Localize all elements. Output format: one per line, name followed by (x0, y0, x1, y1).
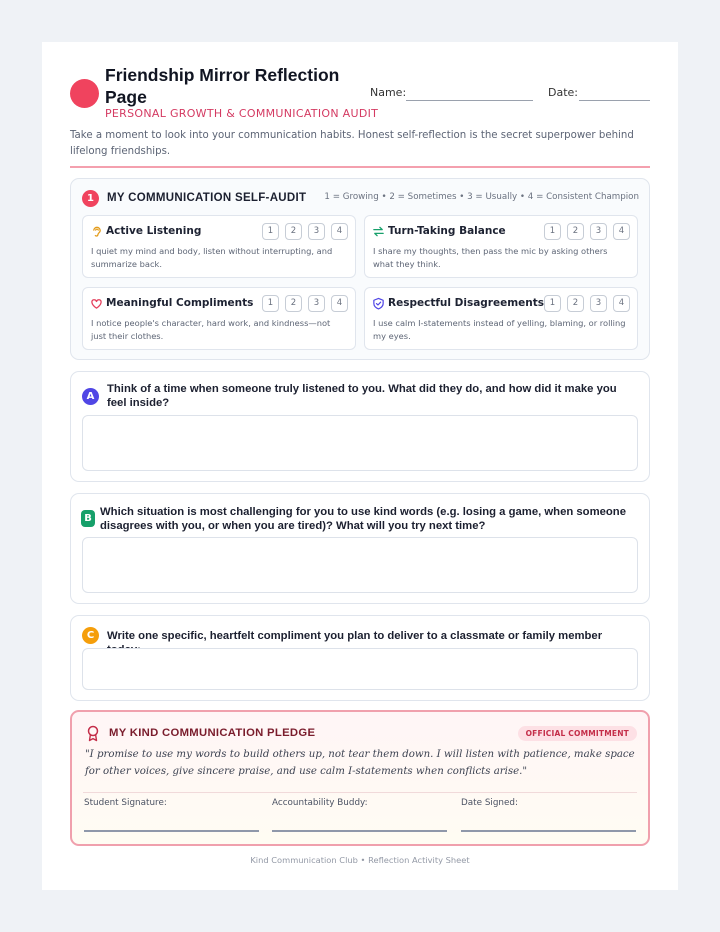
rating-option-3[interactable]: 3 (308, 295, 325, 312)
question-badge: C (82, 627, 99, 644)
question-badge: A (82, 388, 99, 405)
rating-option-4[interactable]: 4 (613, 223, 630, 240)
question-a-text: Think of a time when someone truly listened to you. What did they do, and how did it make you feel inside? (107, 383, 617, 409)
rating-option-1[interactable]: 1 (544, 223, 561, 240)
pledge-quote: "I promise to use my words to build others up, not tear them down. I will listen with patience, make space for other voices, give sincere praise, and use calm I-statements when conflicts arise." (85, 749, 635, 777)
pledge-section (70, 710, 650, 846)
shield-check-icon (372, 297, 385, 310)
audit-item-compliments (82, 287, 356, 350)
audit-item-turn-taking (364, 215, 638, 278)
worksheet-page (42, 42, 678, 890)
ear-icon (90, 225, 103, 238)
intro-text: Take a moment to look into your communication habits. Honest self-reflection is the secret superpower behind lifelong friendships. (70, 130, 634, 157)
official-commitment-badge: OFFICIAL COMMITMENT (518, 726, 637, 741)
audit-item-title: Turn-Taking Balance (388, 225, 506, 237)
rating-option-4[interactable]: 4 (331, 295, 348, 312)
rating-option-3[interactable]: 3 (590, 295, 607, 312)
rating-selector (262, 223, 348, 240)
audit-item-title: Active Listening (106, 225, 202, 237)
student-signature-field[interactable] (84, 830, 259, 832)
rating-option-1[interactable]: 1 (262, 223, 279, 240)
rating-selector (544, 295, 630, 312)
question-b-text: Which situation is most challenging for you to use kind words (e.g. losing a game, when someone disagrees with you, or when you are tired)? What will you try next time? (100, 506, 626, 532)
rating-selector (544, 223, 630, 240)
rating-option-2[interactable]: 2 (567, 223, 584, 240)
pledge-divider (83, 792, 637, 793)
rating-option-3[interactable]: 3 (308, 223, 325, 240)
self-audit-title: MY COMMUNICATION SELF-AUDIT (107, 192, 307, 204)
audit-item-active-listening (82, 215, 356, 278)
rating-option-3[interactable]: 3 (590, 223, 607, 240)
question-badge: B (81, 510, 95, 527)
rating-option-1[interactable]: 1 (262, 295, 279, 312)
page-title: Friendship Mirror Reflection Page (105, 65, 340, 107)
rating-selector (262, 295, 348, 312)
student-signature-label: Student Signature: (84, 798, 167, 808)
rating-option-2[interactable]: 2 (285, 295, 302, 312)
rating-option-4[interactable]: 4 (613, 295, 630, 312)
question-b-section (70, 493, 650, 604)
rating-option-1[interactable]: 1 (544, 295, 561, 312)
rating-option-2[interactable]: 2 (285, 223, 302, 240)
date-label: Date: (548, 86, 578, 99)
audit-item-disagreements (364, 287, 638, 350)
heart-icon (90, 297, 103, 310)
page-subtitle: PERSONAL GROWTH & COMMUNICATION AUDIT (105, 107, 379, 120)
audit-item-description: I quiet my mind and body, listen without interrupting, and summarize back. (91, 246, 333, 269)
question-c-text: Write one specific, heartfelt compliment you plan to deliver to a classmate or family member (107, 630, 603, 642)
audit-item-title: Respectful Disagreements (388, 297, 545, 309)
pledge-title: MY KIND COMMUNICATION PLEDGE (109, 727, 316, 739)
rating-scale-legend: 1 = Growing • 2 = Sometimes • 3 = Usually • 4 = Consistent Champion (324, 192, 639, 202)
section-badge: 1 (82, 190, 99, 207)
accountability-buddy-field[interactable] (272, 830, 447, 832)
page-footer: Kind Communication Club • Reflection Activity Sheet (250, 855, 470, 865)
question-a-section (70, 371, 650, 482)
date-field[interactable] (579, 100, 650, 101)
audit-item-description: I use calm I-statements instead of yelling, blaming, or rolling my eyes. (373, 318, 626, 341)
name-label: Name: (370, 86, 407, 99)
ribbon-award-icon (86, 725, 100, 742)
date-signed-field[interactable] (461, 830, 636, 832)
question-c-section (70, 615, 650, 701)
date-signed-label: Date Signed: (461, 798, 518, 808)
header-divider (70, 166, 650, 168)
rating-option-4[interactable]: 4 (331, 223, 348, 240)
question-c-answer-box[interactable] (82, 648, 638, 690)
self-audit-section (70, 178, 650, 360)
accountability-buddy-label: Accountability Buddy: (272, 798, 368, 808)
question-a-answer-box[interactable] (82, 415, 638, 471)
name-field[interactable] (406, 100, 533, 101)
audit-item-title: Meaningful Compliments (106, 297, 254, 309)
swap-arrows-icon (372, 225, 385, 238)
audit-item-description: I notice people's character, hard work, and kindness—not just their clothes. (91, 318, 331, 341)
header-dot-icon (70, 79, 99, 108)
audit-item-description: I share my thoughts, then pass the mic by asking others what they think. (373, 246, 608, 269)
question-b-answer-box[interactable] (82, 537, 638, 593)
rating-option-2[interactable]: 2 (567, 295, 584, 312)
